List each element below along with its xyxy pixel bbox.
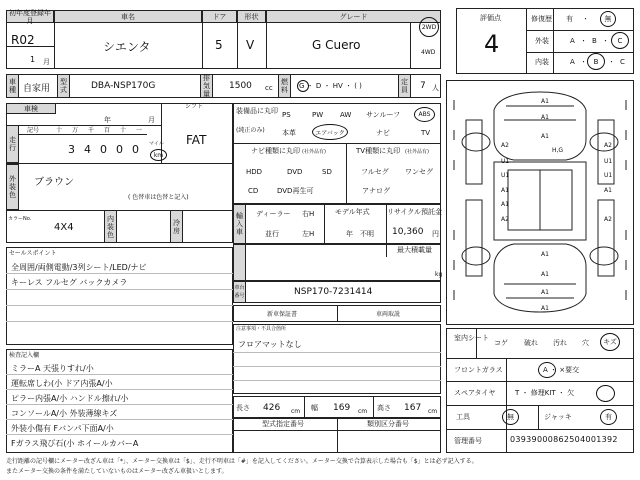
inspector-line-3: ピラー内張A/小 ハンドル擦れ/小 bbox=[11, 394, 129, 403]
eq-navi: ナビ bbox=[376, 129, 390, 137]
tools-value-circled: 無 bbox=[502, 409, 519, 425]
capacity-unit: 人 bbox=[432, 84, 439, 92]
height-unit: cm bbox=[428, 408, 438, 415]
control-label: 管理番号 bbox=[454, 437, 482, 445]
diag-label-6: U1 bbox=[501, 158, 510, 165]
exterior-dot1: ・ bbox=[580, 37, 587, 45]
tv-fullseg: フルセグ bbox=[361, 168, 389, 176]
drive-4wd: 4WD bbox=[421, 49, 436, 56]
diag-label-16: A1 bbox=[541, 271, 549, 278]
repair-opt-none-circled: 無 bbox=[600, 11, 616, 27]
grade-value: G Cuero bbox=[312, 38, 361, 52]
eval-score: 4 bbox=[484, 30, 500, 58]
exterior-label: 外装 bbox=[535, 37, 549, 45]
warranty-label: 新車保証書 bbox=[267, 311, 298, 318]
control-value: 03939000862504001392 bbox=[510, 435, 618, 444]
max-load-label: 最大積載量 bbox=[397, 246, 432, 254]
eq-pw: PW bbox=[312, 111, 324, 119]
parallel-label: 並行 bbox=[265, 230, 279, 238]
sheet-opt-5-circled: キズ bbox=[600, 333, 620, 351]
aircon-label: 冷房 bbox=[170, 210, 183, 243]
eq-tv: TV bbox=[421, 129, 431, 137]
navi-sub: (社外品有) bbox=[302, 149, 326, 155]
repair-opt-dot: ・ bbox=[582, 15, 589, 23]
sales-line-1: 全周囲/両側電動/3列シート/LED/ナビ bbox=[11, 263, 147, 272]
inspector-line-4: コンソールA/小 外装薄線キズ bbox=[11, 409, 118, 418]
tv-analog: アナログ bbox=[362, 187, 390, 195]
spare-label: スペアタイヤ bbox=[454, 389, 496, 397]
first-reg-value: R02 bbox=[11, 33, 35, 47]
glass-label: フロントガラス bbox=[454, 366, 503, 374]
door-label: ドア bbox=[202, 10, 237, 23]
sheet-opt-1: コゲ bbox=[494, 339, 508, 347]
diag-label-15: A1 bbox=[541, 251, 549, 258]
model-label: 型式 bbox=[57, 74, 70, 98]
shape-value: V bbox=[246, 38, 255, 52]
record-label: 記号 bbox=[27, 127, 40, 134]
tv-oneseg: ワンセグ bbox=[405, 168, 433, 176]
use-value: 自家用 bbox=[23, 84, 51, 94]
inspect-label: 車検 bbox=[6, 103, 56, 114]
color-value: ブラウン bbox=[34, 177, 74, 188]
interior-c: C bbox=[620, 58, 625, 66]
navi-dvd: DVD bbox=[287, 168, 303, 176]
recycle-value: 10,360 bbox=[392, 227, 424, 237]
sheet-opt-2: 破れ bbox=[524, 339, 538, 347]
digit-3: 0 bbox=[100, 143, 107, 156]
inspector-line-6: Fガラス飛び石(小 ホイールカバーA bbox=[11, 439, 139, 448]
fuel-options: G ・ D ・ HV ・ ( ) bbox=[299, 82, 362, 90]
inspector-line-2: 運転席しわ(小 ドア内張A/小 bbox=[11, 379, 113, 388]
sales-line-2: キーレス フルセグ バックカメラ bbox=[11, 278, 128, 287]
mileage-section-label: 走行 bbox=[6, 125, 19, 163]
notice-label: 注意事項・不具合箇所 bbox=[236, 326, 287, 332]
car-name-label: 車名 bbox=[54, 10, 202, 23]
navi-hdd: HDD bbox=[246, 168, 263, 176]
interior-a: A bbox=[570, 58, 575, 66]
diag-label-4: A2 bbox=[501, 142, 509, 149]
width-value: 169 bbox=[333, 403, 351, 413]
place-1: 十 bbox=[56, 127, 63, 134]
color-no-label: カラーNo. bbox=[8, 216, 32, 222]
manual-label: 車両取説 bbox=[376, 311, 401, 318]
fuel-label: 燃料 bbox=[278, 74, 291, 98]
footer-line-1: 走行距離の記号欄にメーター改ざん車は「*」、メーター交換車は「$」、走行不明車は「#」を記入してください。メーター交換で合算表示した場合も「$」とは必ず記入する。 bbox=[6, 458, 478, 465]
recycle-unit: 円 bbox=[432, 230, 439, 238]
tv-sub: (社外品有) bbox=[405, 149, 429, 155]
blank-label-1 bbox=[233, 244, 246, 281]
digit-2: 4 bbox=[84, 143, 91, 156]
interior-color-label: 内装色 bbox=[104, 210, 117, 243]
right-h-label: 右H bbox=[302, 210, 315, 218]
height-label: 高さ bbox=[377, 404, 391, 412]
sheet-opt-4: 穴 bbox=[582, 339, 589, 347]
interior-b-circled: B bbox=[587, 53, 605, 70]
eval-label: 評価点 bbox=[480, 14, 501, 22]
navi-label: ナビ種類に丸印 bbox=[251, 147, 300, 155]
recycle-label: リサイクル預託金 bbox=[387, 208, 443, 216]
eq-sunroof: サンルーフ bbox=[366, 111, 401, 119]
diag-label-10: A1 bbox=[501, 187, 509, 194]
use-label: 車種 bbox=[6, 74, 19, 98]
first-reg-month: 1 bbox=[30, 55, 36, 64]
width-label: 幅 bbox=[311, 404, 318, 412]
diag-label-12: A1 bbox=[501, 201, 509, 208]
glass-options: A ・ ×要交 bbox=[543, 366, 580, 374]
eq-airbag-circled: エアバック bbox=[312, 124, 348, 140]
eq-abs-circled: ABS bbox=[414, 107, 435, 122]
width-unit: cm bbox=[358, 408, 368, 415]
repair-label: 修復歴 bbox=[531, 15, 552, 23]
first-reg-month-unit: 月 bbox=[43, 58, 50, 66]
footer-line-2: またメーター交換の条件を満たしていないものはメーター改ざん車扱いとします。 bbox=[6, 468, 228, 475]
navi-sd: SD bbox=[322, 168, 332, 176]
length-unit: cm bbox=[291, 408, 301, 415]
exterior-b: B bbox=[592, 37, 597, 45]
chassis-label: 車台番号 bbox=[233, 281, 246, 303]
import-label: 輸入車 bbox=[233, 204, 246, 244]
tools-label: 工具 bbox=[456, 413, 470, 421]
diag-label-2: A1 bbox=[541, 114, 549, 121]
capacity-value: 7 bbox=[420, 81, 426, 91]
sheet-opt-3: 汚れ bbox=[553, 339, 567, 347]
displacement-label: 排気量 bbox=[200, 74, 213, 98]
exterior-c-circled: C bbox=[611, 32, 629, 49]
sales-label: セールスポイント bbox=[9, 250, 57, 257]
diag-label-9: U1 bbox=[604, 172, 613, 179]
spare-missing-circled bbox=[596, 385, 615, 402]
diag-label-19: H,G bbox=[552, 147, 564, 154]
jack-label: ジャッキ bbox=[544, 413, 572, 421]
car-diagram bbox=[446, 80, 634, 325]
car-name-value: シエンタ bbox=[103, 40, 151, 54]
digit-4: 0 bbox=[116, 143, 123, 156]
diag-label-7: U1 bbox=[604, 158, 613, 165]
capacity-label: 定員 bbox=[398, 74, 411, 98]
door-value: 5 bbox=[215, 38, 223, 52]
color-no-value: 4X4 bbox=[54, 222, 74, 233]
eq-ps: PS bbox=[282, 111, 291, 119]
eq-leather: 本革 bbox=[282, 129, 296, 137]
year-label: 年 bbox=[104, 116, 111, 124]
notice-value: フロアマットなし bbox=[238, 340, 302, 349]
inspector-line-5: 外装小傷有 Fバンパ下面A/小 bbox=[11, 424, 114, 433]
type-no-label: 型式指定番号 bbox=[262, 420, 304, 428]
shift-value: FAT bbox=[186, 133, 207, 147]
model-value: DBA-NSP170G bbox=[91, 81, 156, 91]
digit-5: 0 bbox=[132, 143, 139, 156]
unit-km-circled: km bbox=[150, 149, 167, 161]
interior-dot2: ・ bbox=[608, 58, 615, 66]
model-year-value: 年 不明 bbox=[346, 230, 374, 238]
diag-label-18: A1 bbox=[541, 305, 549, 312]
height-value: 167 bbox=[404, 403, 422, 413]
interior-label: 内装 bbox=[535, 58, 549, 66]
exterior-dot2: ・ bbox=[602, 37, 609, 45]
interior-dot1: ・ bbox=[580, 58, 587, 66]
month-label: 月 bbox=[148, 116, 155, 124]
tv-label: TV種類に丸印 bbox=[356, 147, 401, 155]
inspector-line-1: ミラーA 天張りすれ/小 bbox=[11, 364, 94, 373]
repair-opt-yes: 有 bbox=[566, 15, 573, 23]
unit-mile: マイル bbox=[149, 141, 164, 147]
interior-sheet-label: 室内シート bbox=[454, 334, 489, 342]
grade-label: グレード bbox=[266, 10, 441, 23]
place-6: 一 bbox=[136, 127, 143, 134]
spare-options: T ・ 修理KIT ・ 欠 bbox=[515, 389, 575, 397]
equipment-label: 装備品に丸印 bbox=[236, 107, 278, 115]
drive-2wd-circled: 2WD bbox=[419, 17, 439, 37]
max-load-unit: kg bbox=[435, 271, 443, 278]
notice-box bbox=[233, 324, 441, 394]
dealer-label: ディーラー bbox=[256, 210, 291, 218]
navi-cd: CD bbox=[248, 187, 259, 195]
length-value: 426 bbox=[263, 403, 281, 413]
length-label: 長さ bbox=[236, 404, 250, 412]
first-reg-label: 初年度登録年月 bbox=[6, 10, 54, 23]
eq-aw: AW bbox=[340, 111, 352, 119]
shift-label: シフト bbox=[185, 103, 204, 110]
diag-label-17: A1 bbox=[541, 289, 549, 296]
diag-label-1: A1 bbox=[541, 98, 549, 105]
diag-label-3: A1 bbox=[541, 133, 549, 140]
shape-label: 形状 bbox=[237, 10, 266, 23]
row2-box bbox=[6, 74, 441, 98]
diag-label-5: A2 bbox=[604, 142, 612, 149]
digit-1: 3 bbox=[68, 143, 75, 156]
diag-label-11: A1 bbox=[604, 187, 612, 194]
diag-label-8: U1 bbox=[501, 172, 510, 179]
jack-value-circled: 有 bbox=[600, 409, 617, 425]
navi-dvd-play: DVD再生可 bbox=[277, 187, 314, 195]
color-note: ( 色替車は色替と記入) bbox=[128, 194, 189, 201]
inspector-label: 検査記入欄 bbox=[9, 352, 40, 359]
diag-label-13: A2 bbox=[501, 216, 509, 223]
model-year-label: モデル年式 bbox=[335, 208, 370, 216]
color-section-label: 外装色 bbox=[6, 164, 19, 210]
place-5: 十 bbox=[120, 127, 127, 134]
displacement-value: 1500 bbox=[229, 81, 252, 91]
chassis-value: NSP170-7231414 bbox=[294, 287, 373, 297]
place-3: 千 bbox=[88, 127, 95, 134]
place-4: 百 bbox=[104, 127, 111, 134]
diag-label-14: A2 bbox=[604, 216, 612, 223]
exterior-a: A bbox=[570, 37, 575, 45]
equipment-sublabel: (純正のみ) bbox=[236, 127, 265, 134]
displacement-unit: cc bbox=[265, 84, 273, 92]
left-h-label: 左H bbox=[302, 230, 315, 238]
place-2: 万 bbox=[72, 127, 79, 134]
class-no-label: 類別区分番号 bbox=[367, 420, 409, 428]
